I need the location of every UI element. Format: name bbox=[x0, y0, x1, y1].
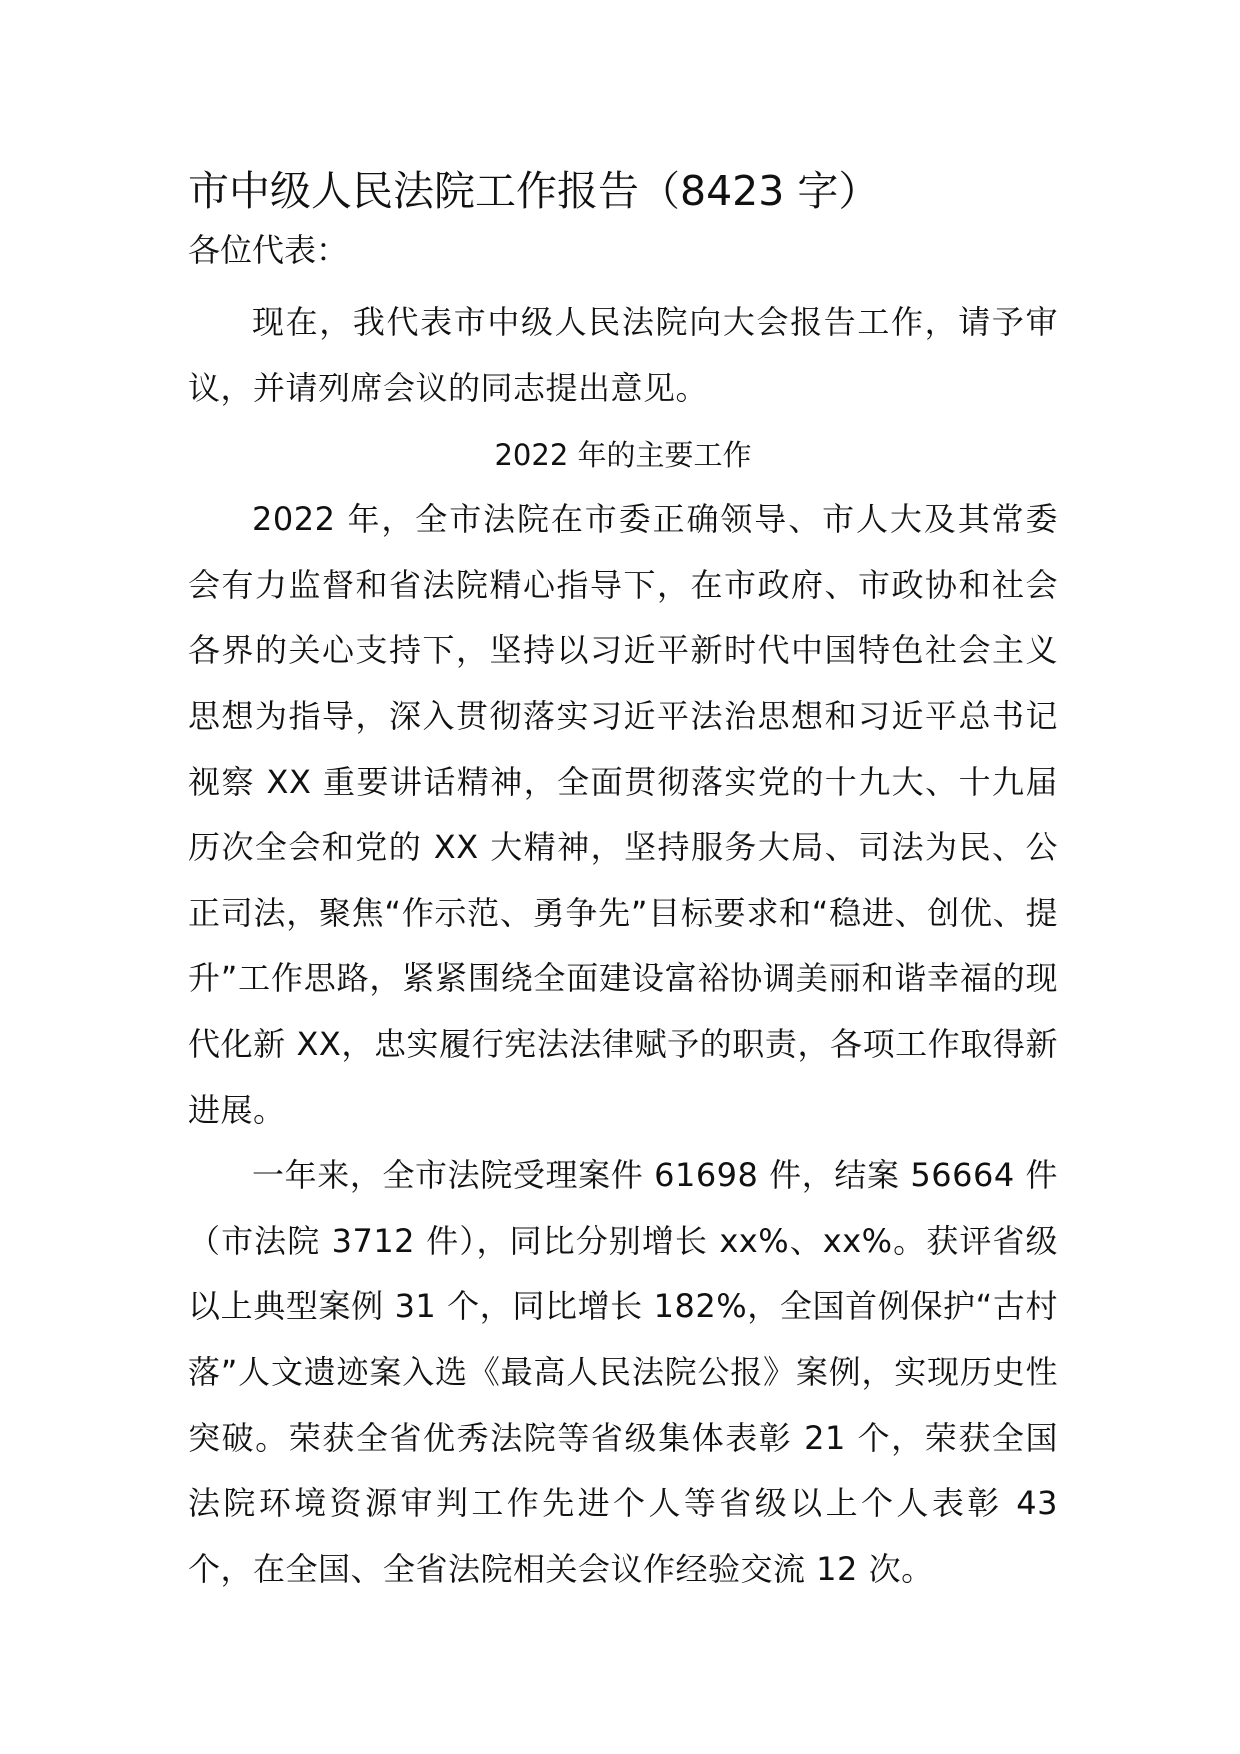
salutation: 各位代表： bbox=[188, 231, 349, 269]
section-heading: 2022 年的主要工作 bbox=[494, 438, 752, 473]
intro-paragraph: 现在，我代表市中级人民法院向大会报告工作，请予审议，并请列席会议的同志提出意见。 bbox=[188, 303, 1058, 407]
body-paragraph-statistics: 一年来，全市法院受理案件 61698 件，结案 56664 件（市法院 3712 件），同比分别增长 xx%、xx%。获评省级以上典型案例 31 个，同比增长 182%，全国首例保护“古村落”人文遗迹案入选《最高人民法院公报》案例，实现历史性突破。荣获全省优秀法院等省级集体表彰 21 个，荣获全国法院环境资源审判工作先进个人等省级以上个人表彰 43 个，在全国、全省法院相关会议作经验交流 12 次。 bbox=[188, 1156, 1058, 1588]
document-title: 市中级人民法院工作报告（8423 字） bbox=[188, 167, 880, 215]
document-body bbox=[188, 166, 1058, 1602]
body-paragraph-overview: 2022 年，全市法院在市委正确领导、市人大及其常委会有力监督和省法院精心指导下，在市政府、市政协和社会各界的关心支持下，坚持以习近平新时代中国特色社会主义思想为指导，深入贯彻落实习近平法治思想和习近平总书记视察 XX 重要讲话精神，全面贯彻落实党的十九大、十九届历次全会和党的 XX 大精神，坚持服务大局、司法为民、公正司法，聚焦“作示范、勇争先”目标要求和“稳进、创优、提升”工作思路，紧紧围绕全面建设富裕协调美丽和谐幸福的现代化新 XX，忠实履行宪法法律赋予的职责，各项工作取得新进展。 bbox=[188, 500, 1058, 1129]
